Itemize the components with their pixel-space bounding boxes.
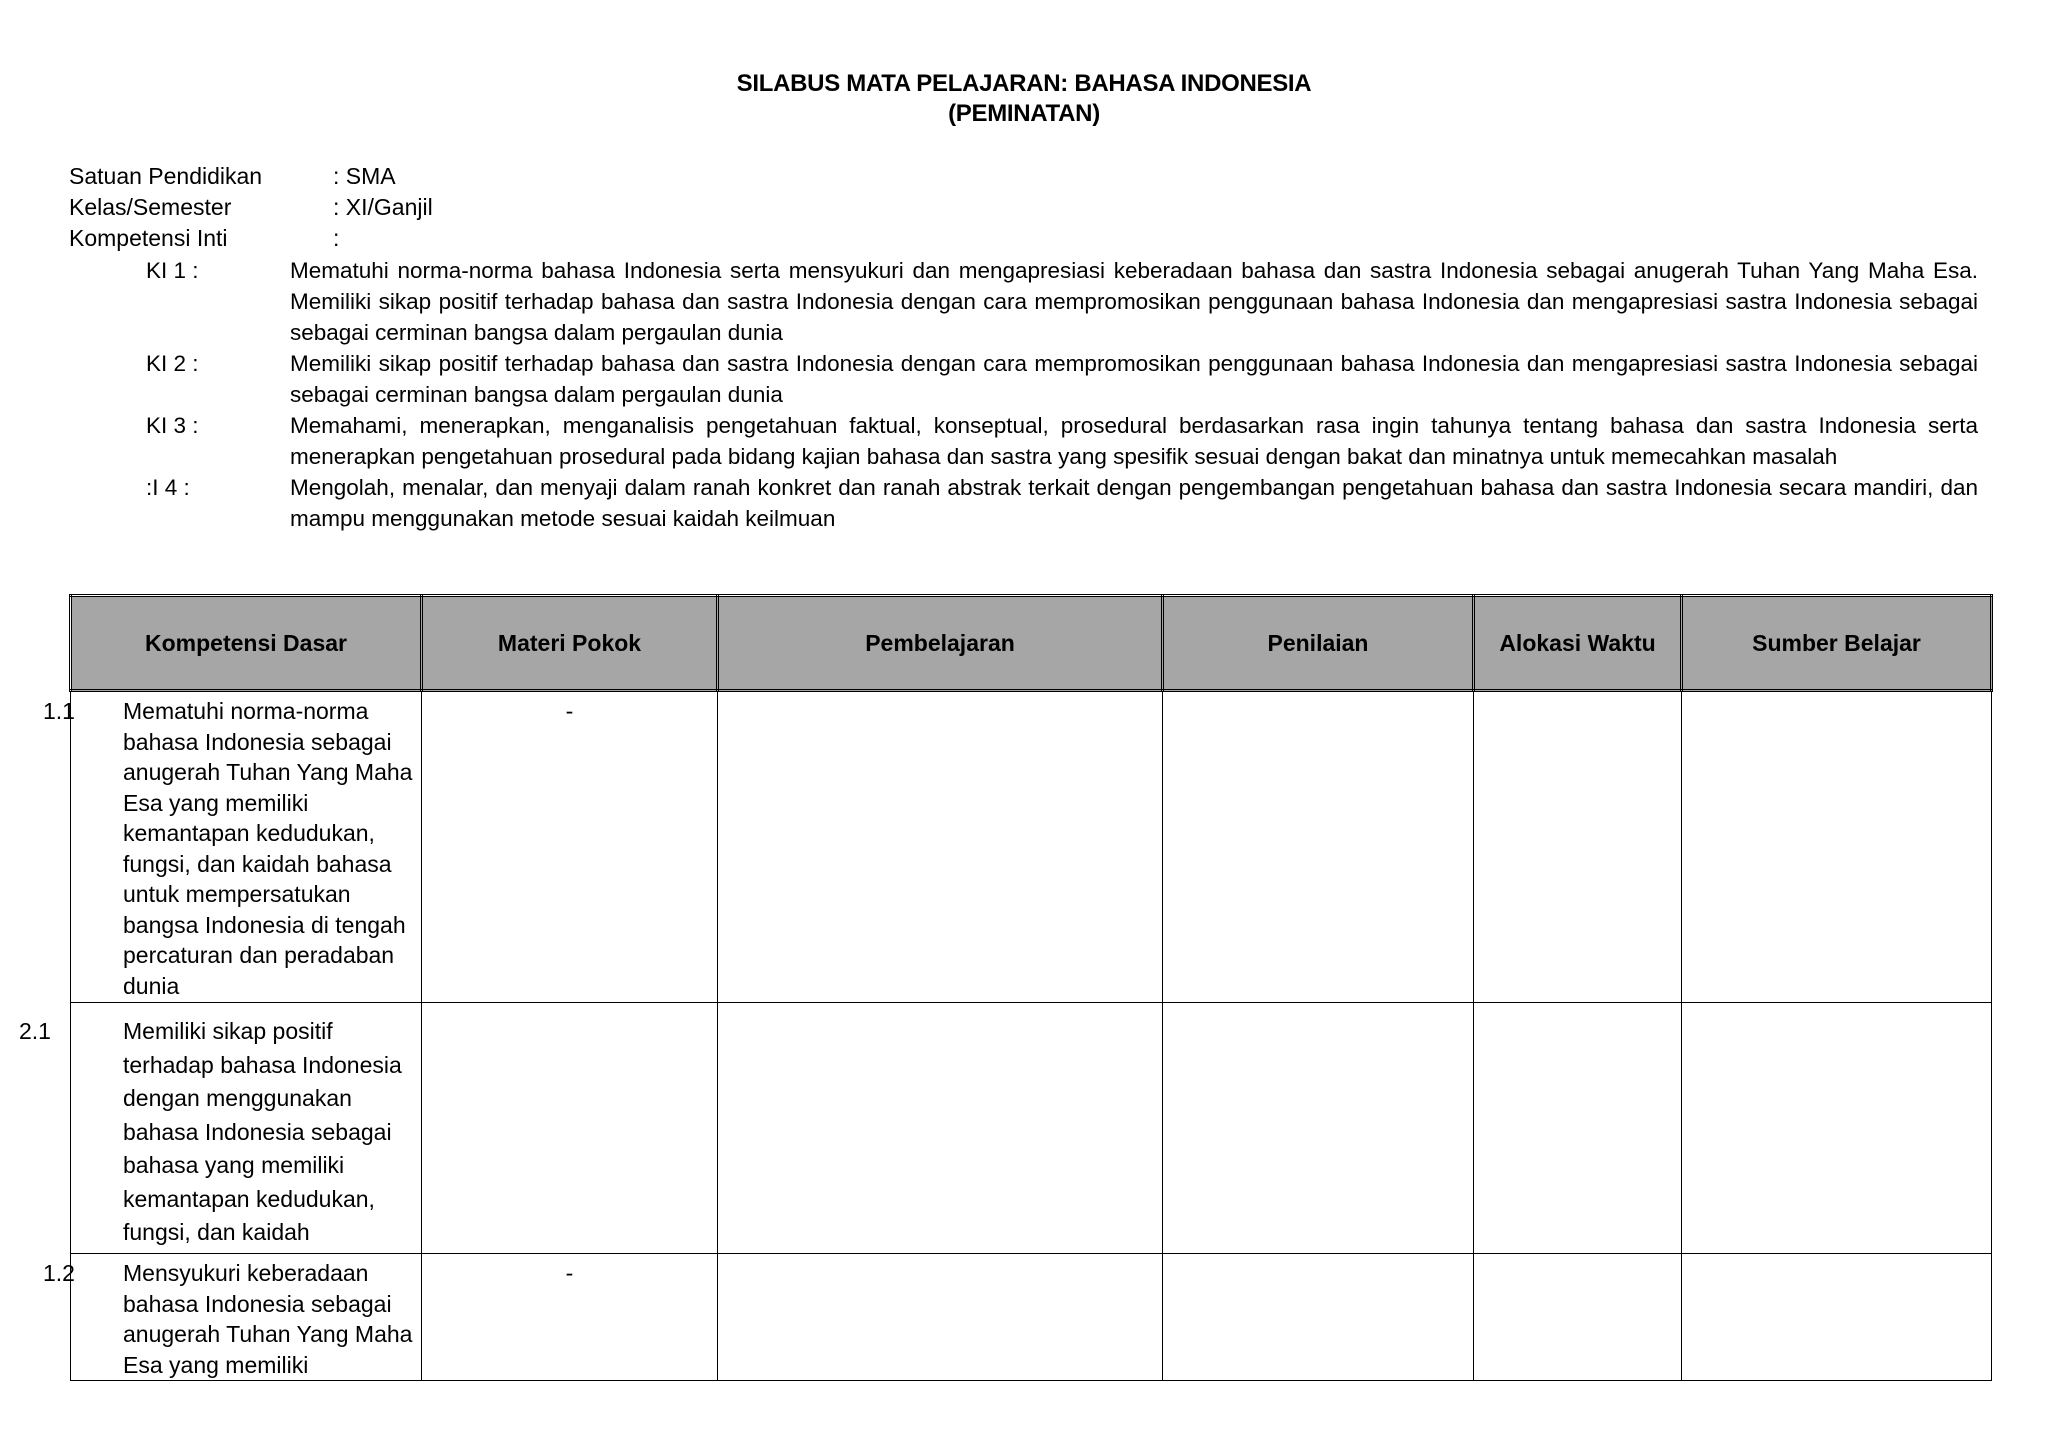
pembelajaran-cell — [718, 691, 1163, 1003]
sumber-belajar-cell — [1682, 1003, 1992, 1254]
header-penilaian: Penilaian — [1163, 596, 1474, 691]
kd-number: 1.2 — [43, 1260, 75, 1286]
kd-text: Mematuhi norma-norma bahasa Indonesia sebagai anugerah Tuhan Yang Maha Esa yang memiliki kemantapan kedudukan, fungsi, dan kaidah bahasa untuk mempersatukan bangsa Indonesia di tengah percaturan dan peradaban dunia — [123, 698, 413, 999]
alokasi-waktu-cell — [1474, 691, 1682, 1003]
materi-pokok-value: - — [565, 1260, 574, 1286]
materi-pokok-cell — [422, 1254, 718, 1381]
penilaian-cell — [1163, 691, 1474, 1003]
header-materi-pokok: Materi Pokok — [422, 596, 718, 691]
table-row — [71, 691, 1992, 1003]
pembelajaran-cell — [718, 1254, 1163, 1381]
pembelajaran-cell — [718, 1003, 1163, 1254]
kd-text: Mensyukuri keberadaan bahasa Indonesia sebagai anugerah Tuhan Yang Maha Esa yang memiliki — [123, 1260, 413, 1378]
kompetensi-inti-value: : — [333, 225, 340, 251]
materi-pokok-value: - — [565, 698, 574, 724]
header-alokasi-waktu: Alokasi Waktu — [1474, 596, 1682, 691]
kompetensi-dasar-cell — [43, 691, 422, 1003]
penilaian-cell — [1163, 1254, 1474, 1381]
ki-label: :I 4 : — [146, 475, 190, 500]
ki-text: Mematuhi norma-norma bahasa Indonesia serta mensyukuri dan mengapresiasi keberadaan bahasa dan sastra Indonesia sebagai anugerah Tuhan Yang Maha Esa. Memiliki sikap positif terhadap bahasa dan sastra Indonesia dengan cara mempromosikan penggunaan bahasa Indonesia dan mengapresiasi sastra Indonesia sebagai sebagai cerminan bangsa dalam pergaulan dunia — [290, 258, 1978, 345]
kompetensi-dasar-cell — [43, 1254, 422, 1381]
sumber-belajar-cell — [1682, 691, 1992, 1003]
ki-label: KI 2 : — [146, 351, 199, 376]
materi-pokok-cell — [422, 691, 718, 1003]
sumber-belajar-cell — [1682, 1254, 1992, 1381]
kd-number: 1.1 — [43, 698, 75, 724]
satuan-pendidikan-value: : SMA — [333, 163, 396, 189]
kelas-semester-value: : XI/Ganjil — [333, 194, 433, 220]
ki-label: KI 1 : — [146, 258, 199, 283]
document-title: SILABUS MATA PELAJARAN: BAHASA INDONESIA — [736, 70, 1312, 97]
ki-text: Mengolah, menalar, dan menyaji dalam ranah konkret dan ranah abstrak terkait dengan pengembangan pengetahuan bahasa dan sastra Indonesia secara mandiri, dan mampu menggunakan metode sesuai kaidah keilmuan — [290, 475, 1978, 531]
materi-pokok-cell — [422, 1003, 718, 1254]
satuan-pendidikan-label: Satuan Pendidikan — [69, 163, 263, 189]
header-pembelajaran: Pembelajaran — [718, 596, 1163, 691]
table-header-row — [71, 596, 1992, 691]
alokasi-waktu-cell — [1474, 1254, 1682, 1381]
kd-text: Memiliki sikap positif terhadap bahasa Indonesia dengan menggunakan bahasa Indonesia sebagai bahasa yang memiliki kemantapan kedudukan, fungsi, dan kaidah — [123, 1018, 402, 1245]
kompetensi-dasar-cell — [19, 1003, 422, 1254]
kd-number: 2.1 — [19, 1018, 51, 1044]
header-kompetensi-dasar: Kompetensi Dasar — [71, 596, 422, 691]
ki-text: Memahami, menerapkan, menganalisis pengetahuan faktual, konseptual, prosedural berdasarkan rasa ingin tahunya tentang bahasa dan sastra Indonesia serta menerapkan pengetahuan prosedural pada bidang kajian bahasa dan sastra yang spesifik sesuai dengan bakat dan minatnya untuk memecahkan masalah — [290, 413, 1978, 469]
penilaian-cell — [1163, 1003, 1474, 1254]
document-subtitle: (PEMINATAN) — [948, 100, 1100, 127]
materi-pokok-value — [422, 1003, 717, 1009]
ki-text: Memiliki sikap positif terhadap bahasa dan sastra Indonesia dengan cara mempromosikan penggunaan bahasa Indonesia dan mengapresiasi sastra Indonesia sebagai sebagai cerminan bangsa dalam pergaulan dunia — [290, 351, 1978, 407]
syllabus-table — [19, 594, 1993, 1381]
ki-label: KI 3 : — [146, 413, 199, 438]
table-row — [71, 1003, 1992, 1254]
header-sumber-belajar: Sumber Belajar — [1682, 596, 1992, 691]
kompetensi-inti-label: Kompetensi Inti — [69, 225, 228, 251]
kelas-semester-label: Kelas/Semester — [69, 194, 232, 220]
alokasi-waktu-cell — [1474, 1003, 1682, 1254]
table-row — [71, 1254, 1992, 1381]
